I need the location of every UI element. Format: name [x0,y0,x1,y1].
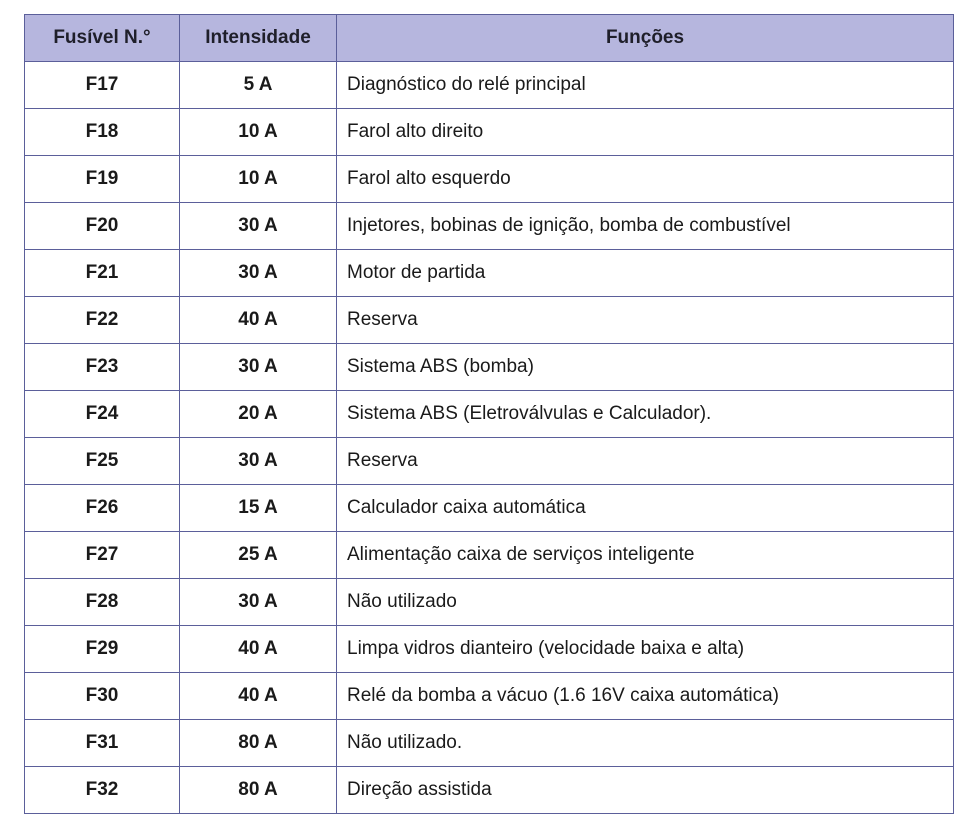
fuse-number-cell: F18 [25,109,180,156]
fuse-number-cell: F25 [25,438,180,485]
intensity-cell: 40 A [180,626,337,673]
table-row [25,297,954,344]
fuse-number-cell: F20 [25,203,180,250]
intensity-cell: 80 A [180,720,337,767]
table-row [25,532,954,579]
table-row [25,626,954,673]
function-cell: Sistema ABS (bomba) [337,344,954,391]
header-intensity: Intensidade [180,15,337,62]
intensity-cell: 30 A [180,438,337,485]
intensity-cell: 40 A [180,673,337,720]
intensity-cell: 30 A [180,250,337,297]
intensity-cell: 25 A [180,532,337,579]
fuse-number-cell: F30 [25,673,180,720]
fuse-number-cell: F31 [25,720,180,767]
intensity-cell: 40 A [180,297,337,344]
fuse-number-cell: F27 [25,532,180,579]
function-cell: Não utilizado. [337,720,954,767]
table-row [25,673,954,720]
function-cell: Injetores, bobinas de ignição, bomba de combustível [337,203,954,250]
table-row [25,579,954,626]
function-cell: Diagnóstico do relé principal [337,62,954,109]
header-functions: Funções [337,15,954,62]
table-row [25,250,954,297]
fuse-number-cell: F24 [25,391,180,438]
fuse-number-cell: F22 [25,297,180,344]
intensity-cell: 10 A [180,109,337,156]
function-cell: Farol alto esquerdo [337,156,954,203]
table-body [25,62,954,814]
function-cell: Farol alto direito [337,109,954,156]
table-row [25,720,954,767]
header-fuse-number: Fusível N.° [25,15,180,62]
intensity-cell: 30 A [180,203,337,250]
table-row [25,62,954,109]
intensity-cell: 5 A [180,62,337,109]
intensity-cell: 10 A [180,156,337,203]
function-cell: Sistema ABS (Eletroválvulas e Calculador). [337,391,954,438]
intensity-cell: 80 A [180,767,337,814]
table-row [25,109,954,156]
table-header [25,15,954,62]
intensity-cell: 15 A [180,485,337,532]
fuse-number-cell: F28 [25,579,180,626]
function-cell: Limpa vidros dianteiro (velocidade baixa e alta) [337,626,954,673]
table-row [25,344,954,391]
table-row [25,485,954,532]
table-row [25,156,954,203]
fuse-number-cell: F29 [25,626,180,673]
intensity-cell: 30 A [180,579,337,626]
function-cell: Calculador caixa automática [337,485,954,532]
function-cell: Alimentação caixa de serviços inteligente [337,532,954,579]
function-cell: Relé da bomba a vácuo (1.6 16V caixa automática) [337,673,954,720]
fuse-table [24,14,954,814]
function-cell: Não utilizado [337,579,954,626]
header-row [25,15,954,62]
table-row [25,767,954,814]
function-cell: Direção assistida [337,767,954,814]
function-cell: Reserva [337,438,954,485]
table-row [25,203,954,250]
fuse-number-cell: F17 [25,62,180,109]
fuse-number-cell: F19 [25,156,180,203]
intensity-cell: 20 A [180,391,337,438]
fuse-number-cell: F26 [25,485,180,532]
fuse-number-cell: F32 [25,767,180,814]
intensity-cell: 30 A [180,344,337,391]
table-row [25,438,954,485]
function-cell: Motor de partida [337,250,954,297]
fuse-number-cell: F21 [25,250,180,297]
function-cell: Reserva [337,297,954,344]
fuse-number-cell: F23 [25,344,180,391]
table-row [25,391,954,438]
